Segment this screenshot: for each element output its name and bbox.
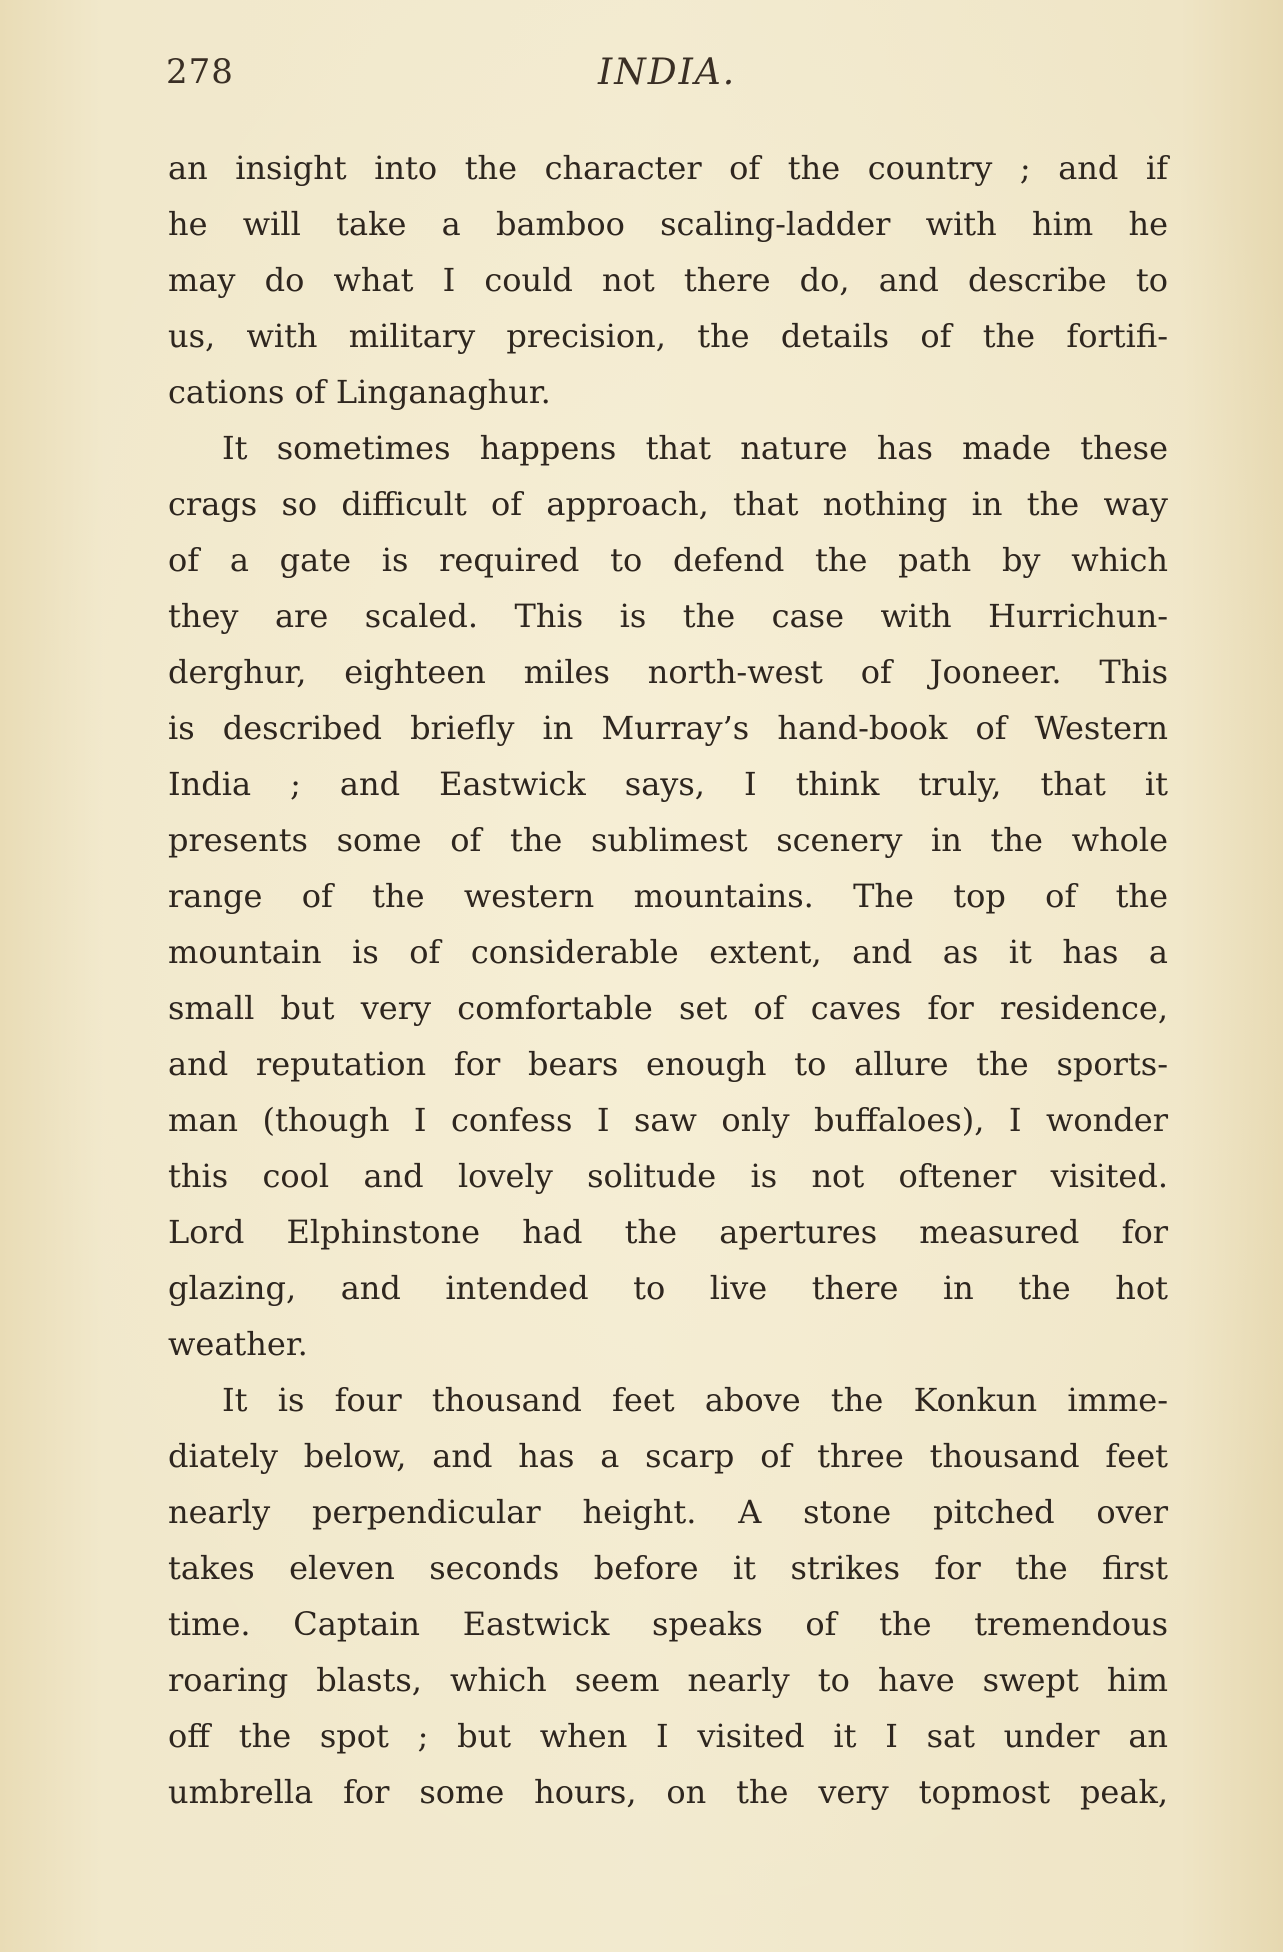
text-line: range of the western mountains. The top of the — [168, 877, 1168, 915]
text-line: mountain is of considerable extent, and as it has a — [168, 933, 1168, 971]
text-line: crags so difficult of approach, that nothing in the way — [168, 485, 1168, 523]
text-line: he will take a bamboo scaling-ladder with him he — [168, 205, 1168, 243]
text-line: this cool and lovely solitude is not oftener visited. — [168, 1157, 1168, 1195]
text-line: nearly perpendicular height. A stone pitched over — [168, 1493, 1168, 1531]
text-line: may do what I could not there do, and describe to — [168, 261, 1168, 299]
text-line: Lord Elphinstone had the apertures measured for — [168, 1213, 1168, 1251]
text-line: takes eleven seconds before it strikes for the first — [168, 1549, 1168, 1587]
running-title: INDIA. — [598, 52, 737, 93]
page-number: 278 — [166, 52, 234, 92]
text-line: weather. — [168, 1325, 308, 1363]
text-line: small but very comfortable set of caves for residence, — [168, 989, 1168, 1027]
paragraph-first-line: It is four thousand feet above the Konkun imme- — [222, 1381, 1168, 1419]
text-line: umbrella for some hours, on the very topmost peak, — [168, 1773, 1168, 1811]
text-line: us, with military precision, the details of the fortifi- — [168, 317, 1168, 355]
text-line: is described briefly in Murray’s hand-book of Western — [168, 709, 1168, 747]
text-line: cations of Linganaghur. — [168, 373, 551, 411]
text-line: they are scaled. This is the case with Hurrichun- — [168, 597, 1168, 635]
text-line: man (though I confess I saw only buffaloes), I wonder — [168, 1101, 1168, 1139]
text-line: time. Captain Eastwick speaks of the tremendous — [168, 1605, 1168, 1643]
text-line: derghur, eighteen miles north-west of Jooneer. This — [168, 653, 1168, 691]
running-head — [166, 52, 1166, 112]
text-line: India ; and Eastwick says, I think truly, that it — [168, 765, 1168, 803]
text-line: off the spot ; but when I visited it I sat under an — [168, 1717, 1168, 1755]
text-line: presents some of the sublimest scenery in the whole — [168, 821, 1168, 859]
paragraph-first-line: It sometimes happens that nature has made these — [222, 429, 1168, 467]
text-line: and reputation for bears enough to allure the sports- — [168, 1045, 1168, 1083]
text-line: an insight into the character of the country ; and if — [168, 149, 1168, 187]
text-line: roaring blasts, which seem nearly to have swept him — [168, 1661, 1168, 1699]
text-line: diately below, and has a scarp of three thousand feet — [168, 1437, 1168, 1475]
text-line: glazing, and intended to live there in the hot — [168, 1269, 1168, 1307]
body-text — [168, 140, 1168, 1820]
text-line: of a gate is required to defend the path by which — [168, 541, 1168, 579]
